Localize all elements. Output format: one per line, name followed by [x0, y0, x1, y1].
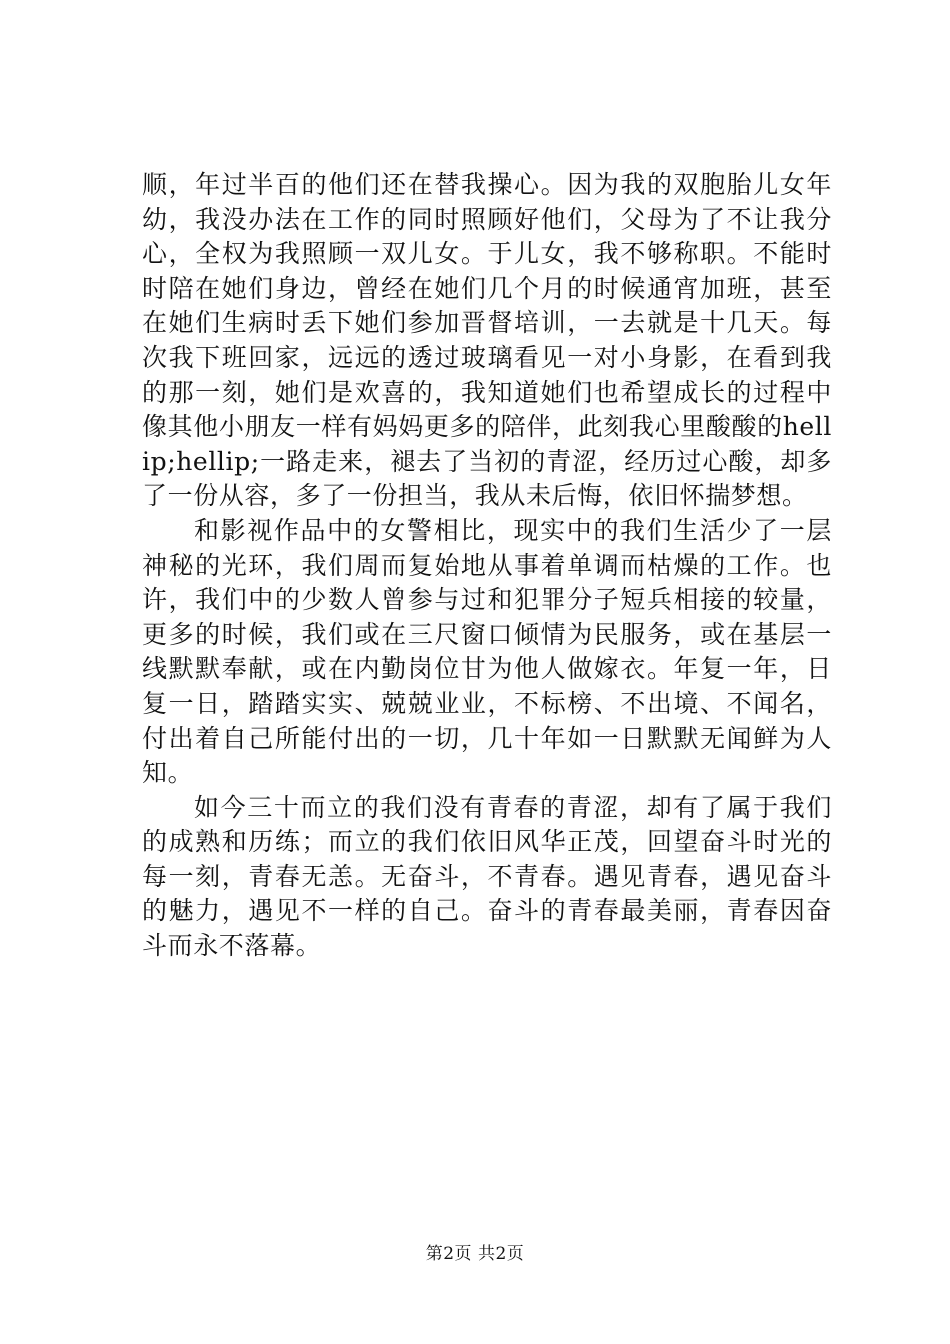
paragraph-policewomen-comparison: 和影视作品中的女警相比，现实中的我们生活少了一层神秘的光环，我们周而复始地从事着单调而枯燥的工作。也许，我们中的少数人曾参与过和犯罪分子短兵相接的较量，更多的时候，我们或在三尺窗口倾情为民服务，或在基层一线默默奉献，或在内勤岗位甘为他人做嫁衣。年复一年，日复一日，踏踏实实、兢兢业业，不标榜、不出境、不闻名，付出着自己所能付出的一切，几十年如一日默默无闻鲜为人知。: [142, 515, 832, 788]
page-number-footer: 第2页 共2页: [425, 1244, 525, 1264]
paragraph-continuation: 顺，年过半百的他们还在替我操心。因为我的双胞胎儿女年幼，我没办法在工作的同时照顾好他们，父母为了不让我分心，全权为我照顾一双儿女。于儿女，我不够称职。不能时时陪在她们身边，曾经在她们几个月的时候通宵加班，甚至在她们生病时丢下她们参加晋督培训，一去就是十几天。每次我下班回家，远远的透过玻璃看见一对小身影，在看到我的那一刻，她们是欢喜的，我知道她们也希望成长的过程中像其他小朋友一样有妈妈更多的陪伴，此刻我心里酸酸的hellip;hellip;一路走来，褪去了当初的青涩，经历过心酸，却多了一份从容，多了一份担当，我从未后悔，依旧怀揣梦想。: [142, 170, 832, 511]
paragraph-youth-struggle: 如今三十而立的我们没有青春的青涩，却有了属于我们的成熟和历练；而立的我们依旧风华正茂，回望奋斗时光的每一刻，青春无恙。无奋斗，不青春。遇见青春，遇见奋斗的魅力，遇见不一样的自己。奋斗的青春最美丽，青春因奋斗而永不落幕。: [142, 792, 832, 961]
document-body: [142, 168, 832, 964]
